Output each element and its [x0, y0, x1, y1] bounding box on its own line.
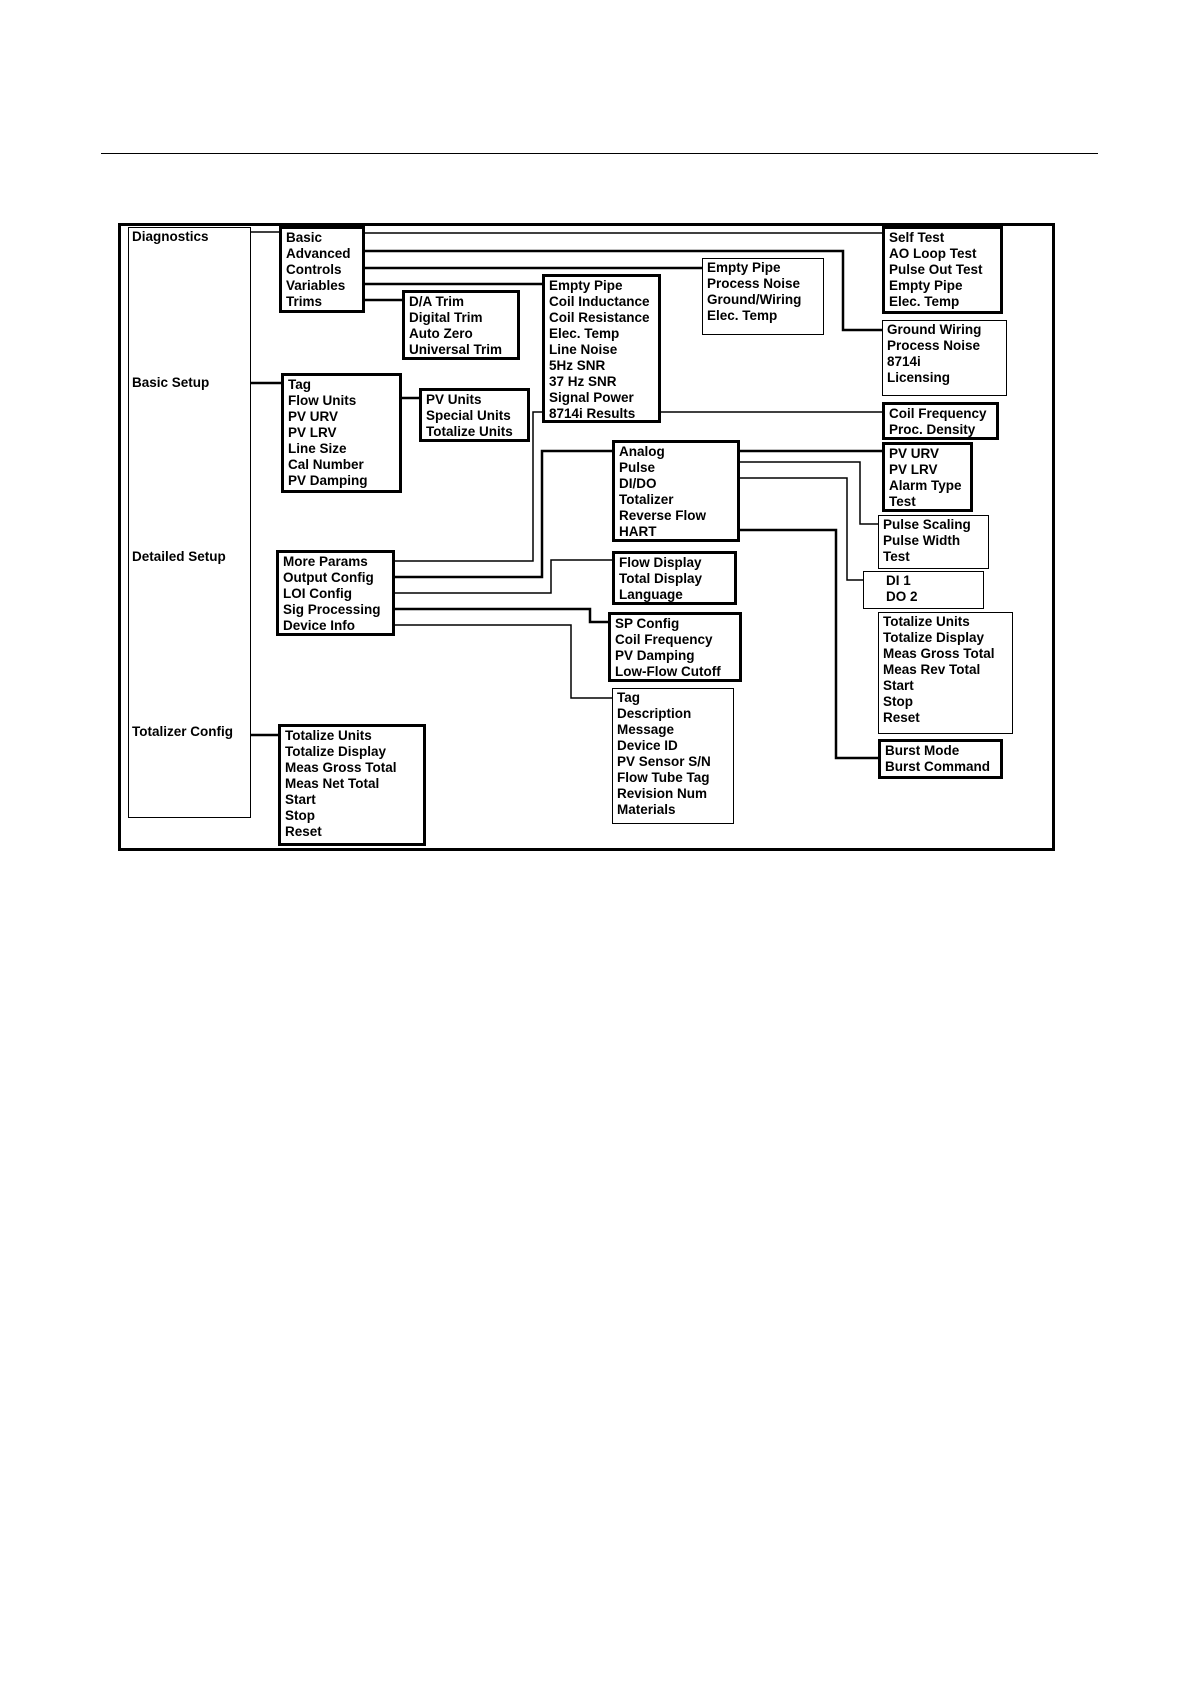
menu-analog: [882, 442, 973, 512]
menu-item-device-info[interactable]: Device Info: [283, 618, 356, 633]
menu-item-ground-wiring[interactable]: Ground Wiring: [887, 322, 982, 337]
menu-item-low-flow-cutoff[interactable]: Low-Flow Cutoff: [615, 664, 721, 679]
menu-item-output-config[interactable]: Output Config: [283, 570, 374, 585]
menu-basic-setup: [281, 373, 402, 493]
menu-item-pv-urv[interactable]: PV URV: [288, 409, 339, 424]
main-menu: [128, 227, 251, 818]
menu-item-flow-units[interactable]: Flow Units: [288, 393, 357, 408]
menu-item-pulse-width[interactable]: Pulse Width: [883, 533, 961, 548]
menu-item-licensing[interactable]: Licensing: [887, 370, 951, 385]
menu-item-totalize-units[interactable]: Totalize Units: [426, 424, 513, 439]
menu-dido-list: [886, 573, 918, 605]
menu-item-trims[interactable]: Trims: [286, 294, 323, 309]
menu-item-pv-lrv[interactable]: PV LRV: [288, 425, 337, 440]
menu-item-revision-num[interactable]: Revision Num: [617, 786, 708, 801]
menu-item-pv-damping[interactable]: PV Damping: [615, 648, 695, 663]
connector-output-to-pulse: [740, 462, 878, 524]
menu-item-special-units[interactable]: Special Units: [426, 408, 511, 423]
menu-item-pulse-out-test[interactable]: Pulse Out Test: [889, 262, 983, 277]
menu-diag-advanced: [882, 320, 1007, 396]
menu-diag-basic: [882, 226, 1003, 314]
menu-item-sig-processing[interactable]: Sig Processing: [283, 602, 381, 617]
menu-diag-trims-list: [409, 294, 502, 358]
main-item-diagnostics[interactable]: Diagnostics: [132, 229, 209, 244]
menu-item-do-2[interactable]: DO 2: [886, 589, 918, 604]
menu-flow-units: [419, 388, 530, 442]
menu-item-line-noise[interactable]: Line Noise: [549, 342, 618, 357]
menu-diag-variables-list: [549, 278, 650, 422]
menu-loi-config: [612, 551, 737, 605]
menu-item-totalize-units[interactable]: Totalize Units: [285, 728, 372, 743]
menu-more-params: [882, 402, 999, 440]
menu-item-cal-number[interactable]: Cal Number: [288, 457, 364, 472]
menu-hart: [878, 739, 1003, 779]
menu-item-meas-net-total[interactable]: Meas Net Total: [285, 776, 380, 791]
menu-item-ao-loop-test[interactable]: AO Loop Test: [889, 246, 977, 261]
menu-item-empty-pipe[interactable]: Empty Pipe: [549, 278, 623, 293]
menu-totalizer: [878, 612, 1013, 734]
menu-sig-processing-list: [615, 616, 721, 680]
menu-output-config: [612, 440, 740, 542]
menu-item-empty-pipe[interactable]: Empty Pipe: [707, 260, 781, 275]
menu-item-ground-wiring[interactable]: Ground/Wiring: [707, 292, 802, 307]
menu-diag-trims: [402, 290, 520, 360]
menu-item-37hz-snr[interactable]: 37 Hz SNR: [549, 374, 617, 389]
main-item-totalizer-config[interactable]: Totalizer Config: [132, 724, 233, 739]
menu-item-totalize-display[interactable]: Totalize Display: [285, 744, 387, 759]
menu-diag-basic-list: [889, 230, 983, 310]
connector-output-to-hart: [740, 530, 882, 758]
menu-item-pulse[interactable]: Pulse: [619, 460, 656, 475]
menu-item-auto-zero[interactable]: Auto Zero: [409, 326, 473, 341]
connector-detailed-to-output: [395, 451, 612, 577]
menu-item-meas-gross-total[interactable]: Meas Gross Total: [285, 760, 397, 775]
menu-item-digital-trim[interactable]: Digital Trim: [409, 310, 483, 325]
menu-totalizer-list: [883, 614, 995, 726]
menu-flow-units-list: [426, 392, 513, 440]
menu-basic-setup-list: [288, 377, 368, 489]
menu-item-pv-lrv[interactable]: PV LRV: [889, 462, 938, 477]
menu-item-universal-trim[interactable]: Universal Trim: [409, 342, 503, 357]
menu-item-pv-sensor-sn[interactable]: PV Sensor S/N: [617, 754, 711, 769]
menu-diagnostics-list: [286, 230, 351, 310]
menu-item-line-size[interactable]: Line Size: [288, 441, 347, 456]
menu-loi-config-list: [619, 555, 702, 603]
menu-item-message[interactable]: Message: [617, 722, 675, 737]
menu-item-elec-temp[interactable]: Elec. Temp: [549, 326, 620, 341]
main-item-detailed-setup[interactable]: Detailed Setup: [132, 549, 226, 564]
menu-item-tag[interactable]: Tag: [617, 690, 640, 705]
menu-diag-variables: [542, 274, 661, 423]
menu-item-da-trim[interactable]: D/A Trim: [409, 294, 465, 309]
menu-hart-list: [885, 743, 990, 775]
menu-item-start[interactable]: Start: [883, 678, 914, 693]
menu-item-start[interactable]: Start: [285, 792, 316, 807]
menu-more-params-list: [889, 406, 987, 438]
connector-detailed-to-sig: [395, 609, 612, 622]
menu-totalizer-config-list: [285, 728, 397, 840]
menu-item-coil-frequency[interactable]: Coil Frequency: [889, 406, 987, 421]
menu-item-test[interactable]: Test: [889, 494, 916, 509]
menu-item-burst-command[interactable]: Burst Command: [885, 759, 991, 774]
menu-item-empty-pipe[interactable]: Empty Pipe: [889, 278, 963, 293]
menu-item-flow-display[interactable]: Flow Display: [619, 555, 702, 570]
menu-item-meas-gross-total[interactable]: Meas Gross Total: [883, 646, 995, 661]
menu-item-pv-units[interactable]: PV Units: [426, 392, 482, 407]
menu-item-materials[interactable]: Materials: [617, 802, 676, 817]
menu-item-coil-inductance[interactable]: Coil Inductance: [549, 294, 650, 309]
menu-item-description[interactable]: Description: [617, 706, 692, 721]
menu-output-config-list: [619, 444, 706, 540]
menu-item-reset[interactable]: Reset: [883, 710, 920, 725]
menu-item-analog[interactable]: Analog: [619, 444, 665, 459]
menu-item-pv-damping[interactable]: PV Damping: [288, 473, 368, 488]
menu-item-more-params[interactable]: More Params: [283, 554, 368, 569]
menu-item-test[interactable]: Test: [883, 549, 910, 564]
menu-item-elec-temp[interactable]: Elec. Temp: [889, 294, 960, 309]
menu-item-reverse-flow[interactable]: Reverse Flow: [619, 508, 707, 523]
menu-item-stop[interactable]: Stop: [883, 694, 913, 709]
menu-item-total-display[interactable]: Total Display: [619, 571, 703, 586]
menu-item-reset[interactable]: Reset: [285, 824, 322, 839]
menu-item-burst-mode[interactable]: Burst Mode: [885, 743, 960, 758]
menu-item-di-do[interactable]: DI/DO: [619, 476, 657, 491]
menu-item-flow-tube-tag[interactable]: Flow Tube Tag: [617, 770, 710, 785]
menu-item-di-1[interactable]: DI 1: [886, 573, 911, 588]
menu-diagnostics: [279, 226, 365, 313]
menu-item-signal-power[interactable]: Signal Power: [549, 390, 634, 405]
menu-item-controls[interactable]: Controls: [286, 262, 342, 277]
menu-pulse-list: [883, 517, 971, 565]
menu-sig-processing: [608, 612, 742, 682]
menu-detailed-setup-list: [283, 554, 381, 634]
menu-item-language[interactable]: Language: [619, 587, 683, 602]
menu-item-sp-config[interactable]: SP Config: [615, 616, 680, 631]
menu-device-info: [612, 688, 734, 824]
menu-item-self-test[interactable]: Self Test: [889, 230, 945, 245]
menu-item-variables[interactable]: Variables: [286, 278, 346, 293]
menu-detailed-setup: [276, 550, 395, 636]
menu-item-process-noise[interactable]: Process Noise: [707, 276, 801, 291]
menu-diag-controls: [702, 258, 824, 335]
menu-item-totalize-display[interactable]: Totalize Display: [883, 630, 985, 645]
menu-item-stop[interactable]: Stop: [285, 808, 315, 823]
menu-item-proc-density[interactable]: Proc. Density: [889, 422, 976, 437]
menu-totalizer-config: [278, 724, 426, 846]
menu-item-alarm-type[interactable]: Alarm Type: [889, 478, 962, 493]
main-item-basic-setup[interactable]: Basic Setup: [132, 375, 210, 390]
menu-item-pv-urv[interactable]: PV URV: [889, 446, 940, 461]
menu-item-totalizer[interactable]: Totalizer: [619, 492, 674, 507]
menu-item-tag[interactable]: Tag: [288, 377, 311, 392]
menu-diag-controls-list: [707, 260, 801, 324]
menu-diag-advanced-list: [887, 322, 981, 386]
menu-item-5hz-snr[interactable]: 5Hz SNR: [549, 358, 606, 373]
menu-item-pulse-scaling[interactable]: Pulse Scaling: [883, 517, 971, 532]
menu-item-loi-config[interactable]: LOI Config: [283, 586, 352, 601]
menu-item-coil-resistance[interactable]: Coil Resistance: [549, 310, 650, 325]
connector-detailed-to-device-info: [395, 625, 612, 698]
menu-item-totalize-units[interactable]: Totalize Units: [883, 614, 970, 629]
menu-item-advanced[interactable]: Advanced: [286, 246, 351, 261]
menu-item-hart[interactable]: HART: [619, 524, 657, 539]
menu-pulse: [878, 515, 989, 569]
menu-item-8714i[interactable]: 8714i: [887, 354, 921, 369]
menu-dido: [863, 571, 984, 609]
menu-item-device-id[interactable]: Device ID: [617, 738, 678, 753]
menu-item-basic[interactable]: Basic: [286, 230, 323, 245]
menu-item-process-noise[interactable]: Process Noise: [887, 338, 981, 353]
menu-item-8714i-results[interactable]: 8714i Results: [549, 406, 636, 421]
menu-device-info-list: [617, 690, 711, 818]
menu-item-elec-temp[interactable]: Elec. Temp: [707, 308, 778, 323]
menu-item-meas-rev-total[interactable]: Meas Rev Total: [883, 662, 981, 677]
menu-analog-list: [889, 446, 962, 510]
menu-item-coil-frequency[interactable]: Coil Frequency: [615, 632, 713, 647]
